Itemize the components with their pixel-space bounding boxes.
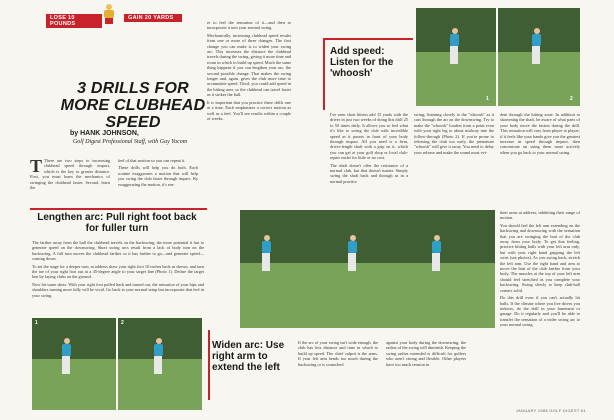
add-speed-title: Add speed: Listen for the 'whoosh' — [330, 46, 394, 79]
page-footer: JANUARY 1986 GOLF DIGEST 61 — [515, 408, 586, 413]
intro-column-3: er to feel the sensation of it—and then to incorporate it into your normal swing. Mechanically, increasing clubhead speed results from one or more of three changes. The first change you can make is to widen your swing arc. This increases the distance the clubhead travels during the swing, giving it more time and room in which to build up speed. Much the same thing happens if you can lengthen your arc, the second possible change. That makes the swing longer and, again, gives the club more time to accumulate speed. Third, you could add speed in the hitting area, so the clubhead can travel faster as it strikes the ball. It is important that you practice these drills one at a time. Each emphasizes a correct motion as well as a feel. You'll see results within a couple of weeks. — [207, 20, 292, 121]
lengthen-arc-title: Lengthen arc: Pull right foot back for fuller turn — [37, 212, 197, 234]
add-speed-col-3: dent through the hitting zone. In addition to shortening the shaft, be aware of what parts of your body move the fastest during the drill. This sensation will vary from player to player; if it feels like your hands give you the greatest increase in speed through impact, then concentrate on using them more actively when you go back to your normal swing. — [500, 112, 580, 155]
widen-arc-rule — [208, 330, 210, 400]
lengthen-arc-photo-2: 2 — [118, 318, 202, 410]
lengthen-arc-rule — [30, 208, 207, 210]
lengthen-arc-text: The farther away from the ball the clubhead travels on the backswing, the more potential it has to generate speed on the downswing. Short swing arcs result from a lack of body turn on the backswing. A full turn moves the clubhead farther so it has farther to go—and generate speed—coming down. To set the stage for a deeper turn, at address draw your right foot 10 inches back as shown, and turn the toe of your right foot out at a 45-degree angle to your target line (Photo 1). Define the target line by laying clubs on the ground. Now hit some shots. With your right foot pulled back and turned out, the sensation of your hips and shoulders turning more fully will be vivid. Go back to your normal setup but incorporate that feel in your swing. — [32, 240, 204, 298]
widen-arc-photo-strip — [240, 210, 495, 328]
add-speed-col-2: swing, listening closely to the "whoosh" as it cuts through the air on the downswing. Try to make the "whoosh" loudest from a point even with your right leg to about midway into the follow-through (Photo 2). If you're prone to releasing the club too early, the premature "whoosh" will give it away. You need to delay your release and make the sound most evi- — [414, 112, 494, 155]
widen-arc-col-2: against your body during the downswing, the radius of the swing will diminish. Keeping the swing radius extended is difficult for golfers who aren't strong and flexible. Other players have too much tension in — [386, 340, 466, 367]
widen-arc-title: Widen arc: Use right arm to extend the left — [212, 340, 285, 373]
widen-arc-col-1: If the arc of your swing isn't wide enough, the club has less distance and time in which to build up speed. The chief culprit is the arms. If your left arm bends too much during the backswing or is scrunched — [298, 340, 378, 367]
author-name: by HANK JOHNSON, — [70, 130, 139, 137]
header-band-left: LOSE 10 POUNDS — [46, 14, 102, 28]
golfer-mascot-icon — [102, 4, 116, 24]
intro-column-2: feel of that motion so you can repeat it. These drills will help you do both. Each routine exaggerates a motion that will help you swing the club faster through impact. By exaggerating the motion, it's eas- — [118, 158, 198, 187]
lengthen-arc-photo-1: 1 — [32, 318, 116, 410]
add-speed-photo-1: 1 — [416, 8, 496, 106]
header-band-right: GAIN 20 YARDS — [124, 14, 182, 22]
article-title: 3 DRILLS FOR MORE CLUBHEAD SPEED — [60, 80, 206, 131]
add-speed-photo-2: 2 — [498, 8, 580, 106]
widen-arc-col-3: their arms at address, inhibiting their range of motion. You should feel the left arm extending on the backswing and downswing with the sensation that you are swinging the butt of the club away from your body. To get that feeling, practice hitting balls with your left arm only, but with your right hand gripping the left wrist (see photos). As you swing back, stretch the left arm. Use the right hand and arm to move the butt of the club farther from your body. The muscles at the top of your left arm should feel stretched as you complete your backswing. Swing slowly to keep club-ball contact solid. Do this drill even if you can't actually hit balls. If the climate where you live drives you indoors, do the drill in your basement or garage. Do it regularly and you'll be able to transfer the sensation of a wider swing arc to your normal swing. — [500, 210, 580, 328]
intro-column-1: T There are two steps to increasing clubhead speed through impact, which is the key to greater distance. First, you must learn the mechanics of swinging the clubhead faster. Second, learn the — [30, 156, 110, 191]
add-speed-rule-top — [323, 38, 413, 40]
add-speed-col-1: I've seen short hitters add 15 yards with the driver in just two weeks of doing this drill 25 to 50 times daily. It allows you to feel what it's like to swing the club with incredible speed as it passes in front of your body through impact. All you need is a firm, driver-length shaft with a grip on it, which you can get at your golf shop or local club- repair outlet for little or no cost. The shaft doesn't offer the resistance of a normal club, but that doesn't matter. Simply swing the shaft back and through as in a normal practice — [330, 112, 408, 184]
author-role: Golf Digest Professional Staff, with Guy Yocom — [72, 139, 188, 145]
add-speed-rule-left — [323, 38, 325, 110]
drop-cap: T — [30, 156, 43, 176]
